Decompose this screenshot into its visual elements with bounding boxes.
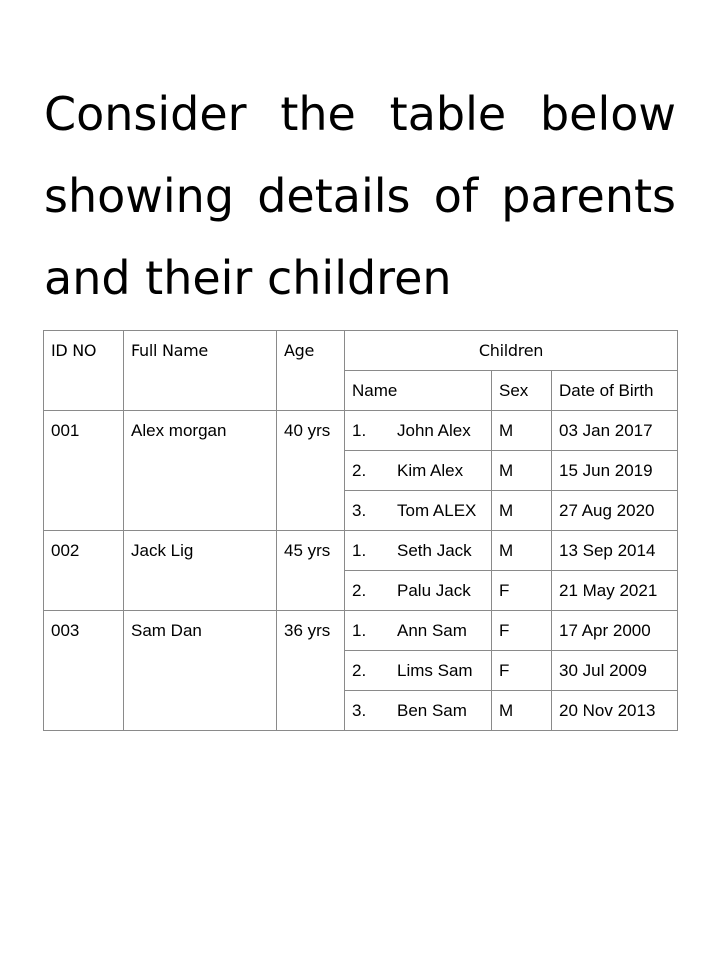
header-child-sex: Sex [492,371,552,411]
child-name-cell [345,411,492,451]
header-age: Age [277,331,345,411]
child-sex: M [492,411,552,451]
child-name: Palu Jack [397,581,471,600]
child-number: 1. [352,541,367,560]
header-id: ID NO [44,331,124,411]
header-row [44,331,678,371]
child-number: 2. [352,461,367,480]
child-name: Ann Sam [397,621,467,640]
parent-age: 36 yrs [277,611,345,731]
parent-name: Jack Lig [124,531,277,611]
parent-age: 45 yrs [277,531,345,611]
child-number: 1. [352,421,367,440]
child-sex: M [492,451,552,491]
child-name-cell [345,491,492,531]
child-dob: 27 Aug 2020 [552,491,678,531]
child-dob: 30 Jul 2009 [552,651,678,691]
header-children: Children [345,331,678,371]
child-name: Tom ALEX [397,501,477,520]
child-name-cell [345,651,492,691]
child-sex: M [492,691,552,731]
child-sex: F [492,651,552,691]
table-row [44,611,678,651]
parent-name: Sam Dan [124,611,277,731]
table-row [44,411,678,451]
child-sex: M [492,531,552,571]
child-number: 2. [352,581,367,600]
parent-id: 001 [44,411,124,531]
child-sex: F [492,611,552,651]
child-name: Lims Sam [397,661,473,680]
header-full-name: Full Name [124,331,277,411]
child-number: 3. [352,701,367,720]
child-name: John Alex [397,421,471,440]
child-dob: 20 Nov 2013 [552,691,678,731]
child-dob: 17 Apr 2000 [552,611,678,651]
child-number: 3. [352,501,367,520]
child-name-cell [345,571,492,611]
parents-children-table [43,330,678,731]
child-dob: 15 Jun 2019 [552,451,678,491]
header-child-dob: Date of Birth [552,371,678,411]
child-sex: F [492,571,552,611]
table-row [44,531,678,571]
parent-id: 002 [44,531,124,611]
child-number: 1. [352,621,367,640]
parent-id: 003 [44,611,124,731]
parent-name: Alex morgan [124,411,277,531]
header-child-name: Name [345,371,492,411]
child-name-cell [345,611,492,651]
child-name: Ben Sam [397,701,467,720]
child-name: Seth Jack [397,541,472,560]
child-name: Kim Alex [397,461,464,480]
page-heading: Consider the table below showing details of parents and their children [44,87,676,305]
child-sex: M [492,491,552,531]
child-dob: 03 Jan 2017 [552,411,678,451]
child-number: 2. [352,661,367,680]
child-name-cell [345,531,492,571]
child-dob: 21 May 2021 [552,571,678,611]
child-name-cell [345,451,492,491]
parent-age: 40 yrs [277,411,345,531]
child-name-cell [345,691,492,731]
child-dob: 13 Sep 2014 [552,531,678,571]
